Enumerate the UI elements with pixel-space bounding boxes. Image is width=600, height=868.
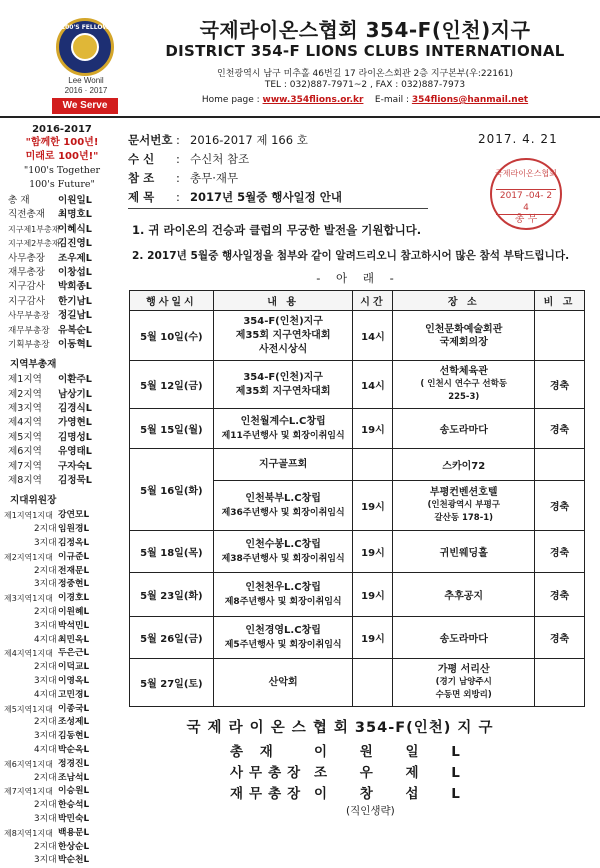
reference-label: 참 조	[128, 171, 155, 185]
logo-name: Lee Wonil	[68, 76, 104, 85]
event-date: 5월 10일(수)	[130, 311, 214, 361]
subject-row: 제 목 : 2017년 5월중 행사일정 안내	[128, 190, 342, 204]
region-name: 유영태L	[58, 446, 92, 458]
event-note: 경축	[535, 531, 585, 573]
event-line-1: 인천월계수L.C창립	[240, 415, 326, 427]
zone-list	[0, 509, 124, 868]
list-item	[0, 237, 124, 251]
officer-role: 지구감사	[8, 281, 46, 293]
zone-role: 3지대	[34, 538, 57, 549]
list-item	[0, 324, 124, 338]
zone-role: 제8지역1지대	[4, 828, 53, 838]
zone-role: 2지대	[34, 662, 57, 673]
event-line-2: 제5주년행사 및 회장이취임식	[224, 639, 342, 650]
received-stamp-icon	[490, 158, 562, 230]
region-role: 제7지역	[8, 460, 42, 472]
zone-role: 제2지역1지대	[4, 552, 53, 562]
region-name: 김경식L	[58, 403, 92, 415]
zone-name: 김정옥L	[58, 538, 90, 549]
list-item	[0, 388, 124, 402]
event-note	[535, 311, 585, 361]
sidebar-year: 2016-2017	[32, 124, 92, 135]
doc-date: 2017. 4. 21	[478, 132, 558, 146]
place-line-1: 부평컨벤션호텔	[429, 487, 498, 498]
list-item	[0, 431, 124, 445]
event-line-1: 인천천우L.C창립	[245, 581, 321, 593]
region-role: 제6지역	[8, 446, 42, 458]
list-item	[0, 460, 124, 474]
list-item	[0, 647, 124, 661]
zone-name: 정중현L	[58, 579, 90, 590]
list-item	[0, 445, 124, 459]
event-time	[353, 449, 393, 481]
recipient-label: 수 신	[128, 152, 155, 166]
place-line-1: 선학체육관	[439, 366, 488, 377]
event-place: 귀빈웨딩홀	[393, 531, 535, 573]
zone-name: 이승원L	[58, 786, 90, 797]
event-time: 19시	[353, 481, 393, 531]
event-date: 5월 23일(화)	[130, 573, 214, 617]
officer-name: 이원일L	[58, 195, 92, 206]
region-name: 남상기L	[58, 388, 92, 400]
list-item	[0, 634, 124, 648]
zone-role: 2지대	[34, 565, 57, 576]
region-name: 김명성L	[58, 431, 92, 443]
list-item	[0, 474, 124, 488]
subject: 2017년 5월중 행사일정 안내	[190, 190, 342, 204]
zone-role: 3지대	[34, 855, 57, 866]
zone-role: 4지대	[34, 689, 57, 700]
reference: 총무·재무	[190, 171, 239, 185]
seal-omitted-note: (직인생략)	[346, 805, 395, 817]
event-note: 경축	[535, 481, 585, 531]
officer-role: 직전총재	[8, 209, 46, 221]
table-row	[130, 449, 585, 481]
event-note: 경축	[535, 617, 585, 659]
place-line-2: 국제회의장	[439, 336, 488, 348]
region-role: 제2지역	[8, 388, 42, 400]
signature-line	[230, 761, 490, 781]
table-row	[130, 617, 585, 659]
zone-name: 최민옥L	[58, 634, 90, 645]
zone-name: 박민숙L	[58, 813, 90, 824]
event-place: 추후공지	[393, 573, 535, 617]
officer-name: 이동혁L	[58, 338, 92, 350]
doc-number-row: 문서번호 : 2016-2017 제 166 호	[128, 133, 308, 147]
zone-role: 4지대	[34, 744, 57, 755]
zone-name: 이덕교L	[58, 662, 90, 673]
slogan-korean-1: "함께한 100년!	[25, 137, 99, 148]
list-item	[0, 266, 124, 280]
zone-role: 2지대	[34, 800, 57, 811]
zone-name: 임원경L	[58, 524, 90, 535]
logo-ring-text: 100'S FELLOW	[60, 24, 110, 31]
event-line-1: 354-F(인천)지구	[243, 371, 323, 383]
event-note	[535, 659, 585, 707]
list-item	[0, 509, 124, 523]
officer-name: 한기남L	[58, 295, 92, 307]
event-note	[535, 449, 585, 481]
table-row	[130, 361, 585, 409]
officer-role: 지구제2부총재	[8, 239, 60, 249]
event-time: 14시	[353, 311, 393, 361]
signature-name: 이 원 일 L	[314, 744, 474, 760]
list-item	[0, 703, 124, 717]
zone-name: 고민경L	[58, 689, 90, 700]
officer-role: 재무부총장	[8, 325, 50, 336]
list-item	[0, 716, 124, 730]
list-item	[0, 416, 124, 430]
officer-name: 유복순L	[58, 324, 92, 336]
list-item	[0, 606, 124, 620]
list-item	[0, 854, 124, 868]
table-row	[130, 531, 585, 573]
recipient-row: 수 신 : 수신처 참조	[128, 152, 250, 166]
officer-name: 박희종L	[58, 281, 92, 293]
list-item	[0, 689, 124, 703]
section-heading: - 아 래 -	[316, 271, 400, 285]
list-item	[0, 208, 124, 222]
list-item	[0, 813, 124, 827]
region-name: 김정묵L	[58, 475, 92, 487]
officer-sidebar	[0, 124, 124, 866]
place-line-1: 인천문화예술회관	[425, 323, 503, 335]
reference-row: 참 조 : 총무·재무	[128, 171, 239, 185]
lions-logo-icon	[56, 18, 114, 76]
officer-role: 지구감사	[8, 295, 46, 307]
schedule-table	[129, 290, 585, 707]
zone-name: 김동현L	[58, 731, 90, 742]
region-name: 이환주L	[58, 374, 92, 386]
event-place	[393, 311, 535, 361]
event-place: 송도라마다	[393, 409, 535, 449]
meta-divider	[128, 208, 428, 209]
officer-list	[0, 194, 124, 352]
place-line-3: 갈산동 178-1)	[434, 513, 494, 523]
homepage-label: Home page :	[201, 95, 263, 105]
zone-name: 조남석L	[58, 772, 90, 783]
list-item	[0, 799, 124, 813]
col-header-note: 비 고	[535, 291, 585, 311]
event-date: 5월 16일(화)	[130, 449, 214, 531]
zone-name: 박순천L	[58, 855, 90, 866]
zone-name: 이원혜L	[58, 607, 90, 617]
event-date: 5월 18일(목)	[130, 531, 214, 573]
homepage-link[interactable]: www.354flions.or.kr	[262, 95, 364, 105]
place-line-2: (인천광역시 부평구	[427, 500, 500, 510]
event-time: 19시	[353, 573, 393, 617]
header-divider	[0, 116, 600, 118]
paragraph-2: 2. 2017년 5월중 행사일정을 첨부와 같이 알려드리오니 참고하시어 많은 참석 부탁드립니다.	[132, 250, 570, 262]
zone-name: 이규준L	[58, 551, 90, 562]
event-content	[213, 573, 353, 617]
zone-role: 제1지역1지대	[4, 511, 53, 521]
event-date: 5월 12일(금)	[130, 361, 214, 409]
list-item	[0, 758, 124, 772]
officer-role: 사무총장	[8, 252, 46, 264]
list-item	[0, 661, 124, 675]
zone-name: 이종국L	[58, 703, 90, 714]
zone-role: 2지대	[34, 524, 57, 535]
we-serve-badge: We Serve	[52, 98, 118, 114]
event-line-2: 제35회 지구연차대회	[235, 329, 331, 341]
region-role: 제4지역	[8, 417, 42, 429]
org-web-line	[150, 95, 580, 105]
officer-role: 지구제1부총재	[8, 224, 60, 234]
zone-role: 제4지역1지대	[4, 649, 53, 659]
officer-role: 사무부총장	[8, 311, 50, 322]
list-item	[0, 592, 124, 606]
event-time: 19시	[353, 531, 393, 573]
officer-name: 최명호L	[58, 209, 92, 221]
event-line-1: 인천수봉L.C창립	[245, 538, 321, 550]
signature-title: 총 재	[230, 744, 279, 760]
event-content: 산악회	[213, 659, 353, 707]
list-item	[0, 730, 124, 744]
event-time: 19시	[353, 409, 393, 449]
region-role: 제8지역	[8, 475, 42, 487]
lions-emblem-icon	[71, 33, 99, 61]
zone-role: 2지대	[34, 717, 57, 728]
event-line-1: 354-F(인천)지구	[243, 315, 323, 327]
place-line-2: (경기 남양주시	[435, 677, 492, 687]
list-item	[0, 280, 124, 294]
officer-name: 이혜식L	[58, 223, 92, 235]
officer-name: 이창섭L	[58, 266, 92, 278]
email-link[interactable]: 354flions@hanmail.net	[411, 95, 529, 105]
table-header-row	[130, 291, 585, 311]
region-role: 제3지역	[8, 403, 42, 415]
list-item	[0, 620, 124, 634]
event-line-2: 제36주년행사 및 회장이취임식	[221, 507, 345, 518]
slogan-english-1: "100's Together	[23, 165, 101, 176]
place-line-1: 가평 서리산	[437, 664, 490, 675]
zone-name: 박석민L	[58, 620, 90, 631]
zone-section-title: 지대위원장	[10, 495, 57, 507]
org-address: 인천광역시 남구 미추홀 46번길 17 라이온스회관 2층 지구본부(우:22161)	[217, 69, 513, 79]
place-line-3: 225-3)	[448, 392, 480, 402]
zone-role: 3지대	[34, 579, 57, 590]
stamp-bottom-text: 총 무	[514, 214, 538, 225]
zone-role: 3지대	[34, 675, 57, 686]
list-item	[0, 373, 124, 387]
region-role: 제5지역	[8, 431, 42, 443]
zone-name: 전재문L	[58, 565, 90, 576]
event-line-2: 제38주년행사 및 회장이취임식	[221, 553, 345, 564]
list-item	[0, 578, 124, 592]
signature-title: 재무총장	[230, 786, 307, 802]
email-label: E-mail :	[374, 95, 412, 105]
signature-name: 조 우 제 L	[314, 765, 474, 781]
event-line-2: 제11주년행사 및 회장이취임식	[221, 430, 345, 441]
event-date: 5월 27일(토)	[130, 659, 214, 707]
region-section-title: 지역부총재	[10, 359, 57, 371]
event-time: 19시	[353, 617, 393, 659]
event-date: 5월 15일(월)	[130, 409, 214, 449]
place-line-3: 수동면 외방리)	[435, 690, 492, 700]
signature-name: 이 창 섭 L	[314, 786, 474, 802]
zone-role: 3지대	[34, 813, 57, 824]
list-item	[0, 551, 124, 565]
list-item	[0, 537, 124, 551]
event-content	[213, 617, 353, 659]
list-item	[0, 785, 124, 799]
list-item	[0, 523, 124, 537]
event-line-2: 제8주년행사 및 회장이취임식	[224, 596, 342, 607]
col-header-place: 장 소	[393, 291, 535, 311]
list-item	[0, 252, 124, 266]
event-content	[213, 481, 353, 531]
signature-title: 사무총장	[230, 765, 307, 781]
event-line-3: 사전시상식	[258, 343, 308, 355]
event-content: 지구골프회	[213, 449, 353, 481]
zone-name: 백용문L	[58, 827, 90, 838]
region-name: 가영현L	[58, 417, 92, 429]
list-item	[0, 565, 124, 579]
org-name-korean: 국제라이온스협회 354-F(인천)지구	[199, 18, 531, 42]
zone-role: 제7지역1지대	[4, 787, 53, 797]
zone-name: 이영옥L	[58, 675, 90, 686]
logo-years: 2016 · 2017	[64, 86, 108, 95]
event-line-2: 제35회 지구연차대회	[235, 385, 331, 397]
officer-name: 정길남L	[58, 310, 92, 322]
zone-name: 이경호L	[58, 593, 90, 604]
zone-role: 2지대	[34, 607, 57, 617]
table-row	[130, 659, 585, 707]
zone-role: 2지대	[34, 772, 57, 783]
zone-name: 한승석L	[58, 800, 90, 811]
officer-role: 재무총장	[8, 266, 46, 278]
list-item	[0, 295, 124, 309]
stamp-date: 2017 -04- 2 4	[496, 189, 556, 215]
zone-role: 제3지역1지대	[4, 594, 53, 604]
place-line-2: ( 인천시 연수구 선학동	[420, 379, 508, 389]
list-item	[0, 309, 124, 323]
list-item	[0, 744, 124, 758]
region-list	[0, 373, 124, 488]
doc-number-label: 문서번호	[128, 133, 173, 147]
signature-org: 국 제 라 이 온 스 협 회 354-F(인천) 지 구	[186, 720, 494, 736]
event-note: 경축	[535, 361, 585, 409]
event-content	[213, 409, 353, 449]
signature-line	[230, 740, 490, 760]
zone-role: 4지대	[34, 634, 57, 645]
zone-role: 제6지역1지대	[4, 759, 53, 769]
event-time	[353, 659, 393, 707]
org-name-english: DISTRICT 354-F LIONS CLUBS INTERNATIONAL	[165, 42, 565, 60]
zone-name: 강연모L	[58, 510, 90, 521]
officer-role: 기획부총장	[8, 339, 50, 350]
list-item	[0, 194, 124, 208]
zone-name: 한상순L	[58, 841, 90, 852]
list-item	[0, 675, 124, 689]
event-place	[393, 361, 535, 409]
zone-role: 3지대	[34, 731, 57, 742]
recipient: 수신처 참조	[190, 152, 250, 166]
col-header-date: 행사일시	[130, 291, 214, 311]
letterhead	[0, 0, 600, 118]
zone-role: 제5지역1지대	[4, 704, 53, 714]
stamp-top-text: 국제라이온스협회	[495, 169, 557, 178]
zone-name: 조성제L	[58, 717, 90, 728]
event-content	[213, 311, 353, 361]
doc-number: 2016-2017 제 166 호	[190, 133, 308, 147]
region-name: 구자숙L	[58, 460, 92, 472]
list-item	[0, 223, 124, 237]
zone-role: 2지대	[34, 841, 57, 852]
officer-name: 김진영L	[58, 238, 92, 250]
slogan-english-2: 100's Future"	[29, 179, 95, 190]
table-row	[130, 311, 585, 361]
officer-role: 총 재	[8, 195, 30, 206]
officer-name: 조우제L	[58, 252, 92, 264]
event-place: 스카이72	[393, 449, 535, 481]
event-date: 5월 26일(금)	[130, 617, 214, 659]
table-row	[130, 573, 585, 617]
list-item	[0, 841, 124, 855]
event-note: 경축	[535, 409, 585, 449]
event-time: 14시	[353, 361, 393, 409]
zone-name: 정경진L	[58, 758, 90, 769]
event-content	[213, 531, 353, 573]
zone-role: 3지대	[34, 620, 57, 631]
region-role: 제1지역	[8, 374, 42, 386]
slogan-korean-2: 미래로 100년!"	[25, 151, 99, 162]
event-line-1: 인천북부L.C창립	[245, 492, 321, 504]
event-place: 송도라마다	[393, 617, 535, 659]
list-item	[0, 827, 124, 841]
list-item	[0, 338, 124, 352]
org-phone: TEL : 032)887-7971~2 , FAX : 032)887-7973	[264, 80, 466, 90]
list-item	[0, 772, 124, 786]
event-content	[213, 361, 353, 409]
event-place	[393, 659, 535, 707]
paragraph-1: 1. 귀 라이온의 건승과 클럽의 무궁한 발전을 기원합니다.	[132, 223, 422, 237]
subject-label: 제 목	[128, 190, 155, 204]
col-header-time: 시간	[353, 291, 393, 311]
zone-name: 박순옥L	[58, 744, 90, 755]
zone-name: 두은근L	[58, 648, 90, 659]
col-header-content: 내 용	[213, 291, 353, 311]
event-line-1: 인천경영L.C창립	[245, 624, 321, 636]
event-note: 경축	[535, 573, 585, 617]
list-item	[0, 402, 124, 416]
signature-line	[230, 782, 490, 802]
table-row	[130, 409, 585, 449]
event-place	[393, 481, 535, 531]
